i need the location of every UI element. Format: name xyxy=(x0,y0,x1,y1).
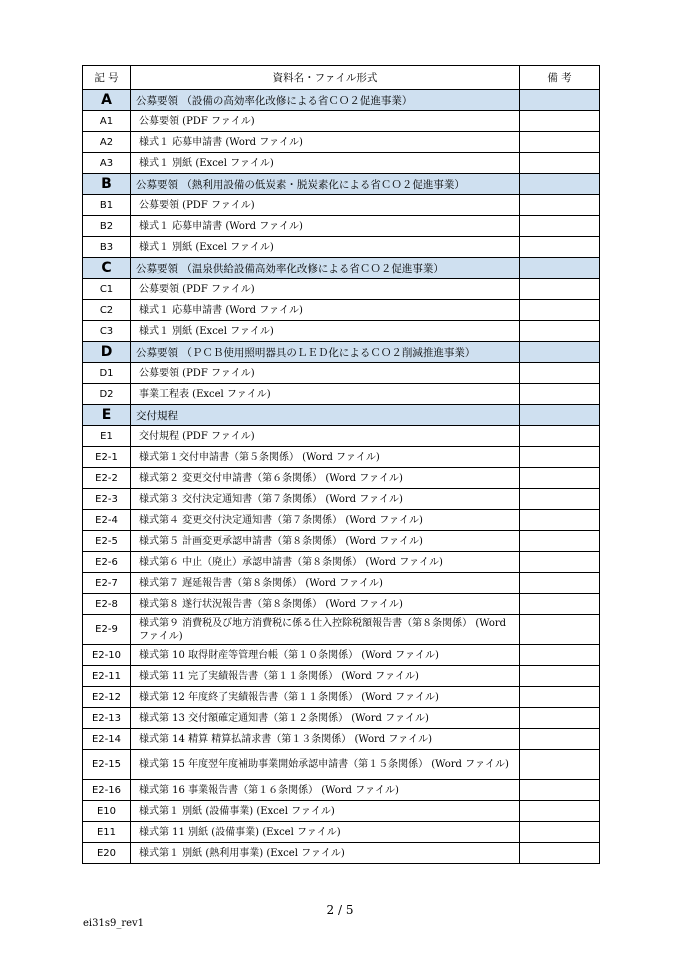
item-note xyxy=(520,279,600,300)
item-note xyxy=(520,729,600,750)
table-row xyxy=(83,363,600,384)
item-name: 様式第４ 変更交付決定通知書（第７条関係） (Word ファイル) xyxy=(131,510,520,531)
section-code: D xyxy=(83,342,131,363)
item-note xyxy=(520,426,600,447)
item-name: 交付規程 (PDF ファイル) xyxy=(131,426,520,447)
item-note xyxy=(520,132,600,153)
table-row xyxy=(83,801,600,822)
item-name: 様式第３ 交付決定通知書（第７条関係） (Word ファイル) xyxy=(131,489,520,510)
item-name: 公募要領 (PDF ファイル) xyxy=(131,363,520,384)
table-row xyxy=(83,237,600,258)
section-title: 公募要領 （設備の高効率化改修による省ＣＯ２促進事業） xyxy=(131,90,520,111)
item-note xyxy=(520,468,600,489)
item-note xyxy=(520,447,600,468)
item-code: E2-13 xyxy=(83,708,131,729)
table-row xyxy=(83,447,600,468)
table-row xyxy=(83,780,600,801)
item-code: E2-8 xyxy=(83,594,131,615)
table-row xyxy=(83,279,600,300)
item-note xyxy=(520,363,600,384)
item-code: E2-14 xyxy=(83,729,131,750)
item-note xyxy=(520,573,600,594)
item-note xyxy=(520,780,600,801)
item-code: E10 xyxy=(83,801,131,822)
item-code: E2-15 xyxy=(83,750,131,780)
table-row xyxy=(83,573,600,594)
section-note-cell xyxy=(520,258,600,279)
item-name: 様式１ 別紙 (Excel ファイル) xyxy=(131,321,520,342)
item-note xyxy=(520,801,600,822)
table-row xyxy=(83,153,600,174)
item-name: 様式第７ 遅延報告書（第８条関係） (Word ファイル) xyxy=(131,573,520,594)
item-name: 様式１ 別紙 (Excel ファイル) xyxy=(131,237,520,258)
table-row xyxy=(83,708,600,729)
item-name: 様式第６ 中止（廃止）承認申請書（第８条関係） (Word ファイル) xyxy=(131,552,520,573)
table-row xyxy=(83,615,600,645)
section-title: 公募要領 （熱利用設備の低炭素・脱炭素化による省ＣＯ２促進事業） xyxy=(131,174,520,195)
item-note xyxy=(520,216,600,237)
item-code: E2-7 xyxy=(83,573,131,594)
table-row xyxy=(83,195,600,216)
item-note xyxy=(520,687,600,708)
item-code: E1 xyxy=(83,426,131,447)
item-code: B3 xyxy=(83,237,131,258)
item-name: 様式第１ 別紙 (設備事業) (Excel ファイル) xyxy=(131,801,520,822)
table-header xyxy=(83,66,600,90)
item-code: E2-5 xyxy=(83,531,131,552)
item-note xyxy=(520,822,600,843)
table-row xyxy=(83,468,600,489)
item-name: 様式１ 応募申請書 (Word ファイル) xyxy=(131,132,520,153)
section-title: 公募要領 （温泉供給設備高効率化改修による省ＣＯ２促進事業） xyxy=(131,258,520,279)
item-code: A3 xyxy=(83,153,131,174)
item-name: 様式第 13 交付額確定通知書（第１２条関係） (Word ファイル) xyxy=(131,708,520,729)
section-title: 交付規程 xyxy=(131,405,520,426)
item-name: 様式第５ 計画変更承認申請書（第８条関係） (Word ファイル) xyxy=(131,531,520,552)
item-note xyxy=(520,552,600,573)
table-row xyxy=(83,384,600,405)
section-header-row xyxy=(83,90,600,111)
item-name: 様式第８ 遂行状況報告書（第８条関係） (Word ファイル) xyxy=(131,594,520,615)
table-row xyxy=(83,111,600,132)
item-name: 公募要領 (PDF ファイル) xyxy=(131,279,520,300)
section-code: A xyxy=(83,90,131,111)
item-name: 様式１ 応募申請書 (Word ファイル) xyxy=(131,216,520,237)
section-note-cell xyxy=(520,174,600,195)
item-code: E2-12 xyxy=(83,687,131,708)
table-row xyxy=(83,843,600,864)
item-note xyxy=(520,750,600,780)
table-row xyxy=(83,750,600,780)
item-note xyxy=(520,594,600,615)
table-row xyxy=(83,822,600,843)
section-header-row xyxy=(83,174,600,195)
table-row xyxy=(83,321,600,342)
item-code: E2-3 xyxy=(83,489,131,510)
item-note xyxy=(520,300,600,321)
item-note xyxy=(520,666,600,687)
item-note xyxy=(520,384,600,405)
table-row xyxy=(83,645,600,666)
item-code: C2 xyxy=(83,300,131,321)
item-code: E2-6 xyxy=(83,552,131,573)
table-row xyxy=(83,666,600,687)
table-row xyxy=(83,489,600,510)
header-code: 記 号 xyxy=(83,66,131,90)
item-note xyxy=(520,843,600,864)
item-note xyxy=(520,708,600,729)
table-row xyxy=(83,510,600,531)
item-note xyxy=(520,111,600,132)
section-header-row xyxy=(83,405,600,426)
section-header-row xyxy=(83,258,600,279)
item-name: 様式第２ 変更交付申請書（第６条関係） (Word ファイル) xyxy=(131,468,520,489)
item-code: A2 xyxy=(83,132,131,153)
item-code: D1 xyxy=(83,363,131,384)
section-code: E xyxy=(83,405,131,426)
item-code: D2 xyxy=(83,384,131,405)
header-note: 備 考 xyxy=(520,66,600,90)
section-header-row xyxy=(83,342,600,363)
item-name: 様式第 12 年度終了実績報告書（第１１条関係） (Word ファイル) xyxy=(131,687,520,708)
item-name: 公募要領 (PDF ファイル) xyxy=(131,111,520,132)
section-note-cell xyxy=(520,90,600,111)
item-note xyxy=(520,531,600,552)
item-note xyxy=(520,615,600,645)
item-note xyxy=(520,489,600,510)
item-name: 様式１ 応募申請書 (Word ファイル) xyxy=(131,300,520,321)
item-note xyxy=(520,510,600,531)
item-note xyxy=(520,153,600,174)
table-row xyxy=(83,300,600,321)
table-row xyxy=(83,729,600,750)
header-name: 資料名・ファイル形式 xyxy=(131,66,520,90)
item-note xyxy=(520,195,600,216)
item-code: E2-16 xyxy=(83,780,131,801)
item-code: E2-11 xyxy=(83,666,131,687)
item-code: A1 xyxy=(83,111,131,132)
item-name: 様式第１ 別紙 (熱利用事業) (Excel ファイル) xyxy=(131,843,520,864)
item-name: 様式１ 別紙 (Excel ファイル) xyxy=(131,153,520,174)
table-row xyxy=(83,426,600,447)
document-id: ei31s9_rev1 xyxy=(83,918,145,929)
item-code: E2-1 xyxy=(83,447,131,468)
item-code: E2-9 xyxy=(83,615,131,645)
table-row xyxy=(83,531,600,552)
item-code: E2-10 xyxy=(83,645,131,666)
document-list-table xyxy=(82,65,600,864)
table-row xyxy=(83,132,600,153)
item-name: 事業工程表 (Excel ファイル) xyxy=(131,384,520,405)
section-code: B xyxy=(83,174,131,195)
item-name: 様式第１交付申請書（第５条関係） (Word ファイル) xyxy=(131,447,520,468)
item-code: C1 xyxy=(83,279,131,300)
item-code: E2-4 xyxy=(83,510,131,531)
item-code: E2-2 xyxy=(83,468,131,489)
item-name: 様式第 11 完了実績報告書（第１１条関係） (Word ファイル) xyxy=(131,666,520,687)
item-note xyxy=(520,237,600,258)
table-row xyxy=(83,552,600,573)
item-note xyxy=(520,645,600,666)
page-number: 2 / 5 xyxy=(326,903,354,917)
item-code: C3 xyxy=(83,321,131,342)
item-name: 様式第９ 消費税及び地方消費税に係る仕入控除税額報告書（第８条関係） (Word ファイル) xyxy=(131,615,520,645)
item-name: 様式第 16 事業報告書（第１６条関係） (Word ファイル) xyxy=(131,780,520,801)
item-name: 公募要領 (PDF ファイル) xyxy=(131,195,520,216)
table-row xyxy=(83,594,600,615)
table-row xyxy=(83,216,600,237)
item-code: B2 xyxy=(83,216,131,237)
item-note xyxy=(520,321,600,342)
item-name: 様式第 10 取得財産等管理台帳（第１０条関係） (Word ファイル) xyxy=(131,645,520,666)
section-note-cell xyxy=(520,405,600,426)
table-row xyxy=(83,687,600,708)
item-code: E20 xyxy=(83,843,131,864)
item-name: 様式第 15 年度翌年度補助事業開始承認申請書（第１５条関係） (Word ファイル) xyxy=(131,750,520,780)
item-name: 様式第 11 別紙 (設備事業) (Excel ファイル) xyxy=(131,822,520,843)
item-code: E11 xyxy=(83,822,131,843)
section-title: 公募要領 （ＰＣＢ使用照明器具のＬＥＤ化によるＣＯ２削減推進事業） xyxy=(131,342,520,363)
section-note-cell xyxy=(520,342,600,363)
item-name: 様式第 14 精算 精算払請求書（第１３条関係） (Word ファイル) xyxy=(131,729,520,750)
item-code: B1 xyxy=(83,195,131,216)
section-code: C xyxy=(83,258,131,279)
